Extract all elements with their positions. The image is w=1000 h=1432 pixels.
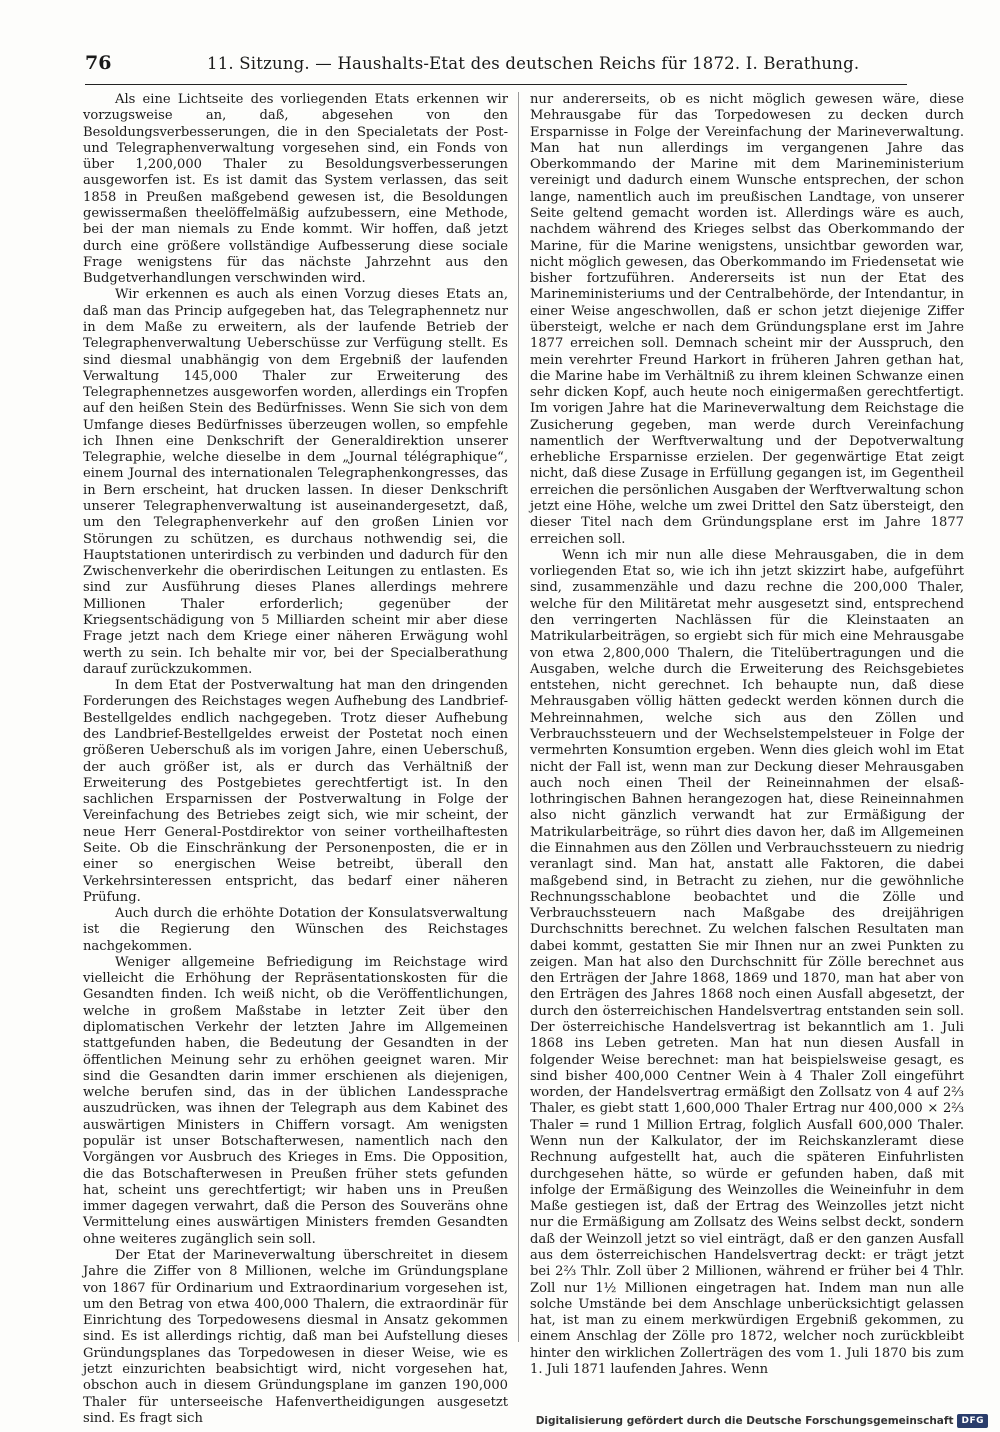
- page-header: [85, 52, 907, 80]
- paragraph: Wenn ich mir nun alle diese Mehrausgaben, die in dem vorliegenden Etat so, wie ich ihn jetzt skizzirt habe, aufgeführt sind, zusammenzähle und dazu rechne die 200,000 Thaler, welche für den Militäretat mehr ausgesetzt sind, entsprechend den verringerten Nachlässen für die Kleinstaaten an Matrikularbeiträgen, so ergiebt sich für mich eine Mehrausgabe von etwa 2,800,000 Thalern, die Titelübertragungen und die Ausgaben, welche durch die Erweiterung des Reichsgebietes entstehen, nicht gerechnet. Ich behaupte nun, daß diese Mehrausgaben völlig hätten gedeckt werden können durch die Mehreinnahmen, welche sich aus den Zöllen und Verbrauchssteuern und der Wechselstempelsteuer in Folge der vermehrten Konsumtion ergeben. Wenn dies gleich wohl im Etat nicht der Fall ist, wenn man zur Deckung dieser Mehrausgaben auch noch einen Theil der Reineinnahmen der elsaß-lothringischen Bahnen herangezogen hat, diese Reineinnahmen also nicht gänzlich verwandt hat zur Ermäßigung der Matrikularbeiträge, so rührt dies davon her, daß im Allgemeinen die Einnahmen aus den Zöllen und Verbrauchssteuern zu niedrig veranlagt sind. Man hat, anstatt alle Faktoren, die dabei maßgebend sind, in Betracht zu ziehen, nur die gewöhnliche Rechnungsschablone beobachtet und die Zölle und Verbrauchssteuern nach Maßgabe des dreijährigen Durchschnitts berechnet. Zu welchen falschen Resultaten man dabei kommt, gestatten Sie mir Ihnen nur an zwei Punkten zu zeigen. Man hat also den Durchschnitt für Zölle berechnet aus den Erträgen der Jahre 1868, 1869 und 1870, man hat aber von den Erträgen des Jahres 1868 noch einen Ausfall abgesetzt, der durch den österreichischen Handelsvertrag entstanden sein soll. Der österreichische Handelsvertrag ist bekanntlich am 1. Juli 1868 ins Leben getreten. Man hat nun diesen Ausfall in folgender Weise berechnet: man hat beispielsweise gesagt, es sind bisher 400,000 Centner Wein à 4 Thaler Zoll eingeführt worden, der Handelsvertrag ermäßigt den Zollsatz von 4 auf 2⅔ Thaler, es giebt statt 1,600,000 Thaler Ertrag nur 400,000 × 2⅔ Thaler = rund 1 Million Ertrag, folglich Ausfall 600,000 Thaler. Wenn nun der Kalkulator, der im Reichskanzleramt diese Rechnung aufgestellt hat, auch die späteren Einfuhrlisten durchgesehen hätte, so würde er gefunden haben, daß mit infolge der Ermäßigung des Weinzolles die Weineinfuhr in dem Maße gestiegen ist, daß der Ertrag des Weinzolles jetzt nicht nur die Ermäßigung am Zollsatz des Weins selbst deckt, sondern daß der Weinzoll jetzt so viel einträgt, daß er den ganzen Ausfall aus dem österreichischen Handelsvertrag deckt: er trägt jetzt bei 2⅔ Thlr. Zoll über 2 Millionen, während er früher bei 4 Thlr. Zoll nur 1½ Millionen eingetragen hat. Indem man nun alle solche Umstände bei dem Anschlage unberücksichtigt gelassen hat, ist man zu einem merkwürdigen Ergebniß gekommen, zu einem Anschlag der Zölle pro 1872, welcher noch zurückbleibt hinter den wirklichen Zollerträgen des vom 1. Juli 1870 bis zum 1. Juli 1871 laufenden Jahres. Wenn: [530, 547, 964, 1377]
- right-column: [530, 92, 964, 1378]
- dfg-logo-icon: DFG: [957, 1414, 988, 1428]
- footer: [536, 1411, 988, 1431]
- paragraph: nur andererseits, ob es nicht möglich gewesen wäre, diese Mehrausgabe für das Torpedowesen zu decken durch Ersparnisse in Folge der Vereinfachung der Marineverwaltung. Man hat nun allerdings im vergangenen Jahre das Oberkommando der Marine mit dem Marineministerium vereinigt und dadurch einem Wunsche entsprechen, der schon lange, namentlich auch im preußischen Landtage, von unserer Seite geltend gemacht worden ist. Allerdings wäre es auch, nachdem während des Krieges selbst das Oberkommando der Marine, für die Marine wenigstens, unsichtbar geworden war, nicht möglich gewesen, das Oberkommando im Friedensetat wie bisher fortzuführen. Andererseits ist nun der Etat des Marineministeriums und der Centralbehörde, der Intendantur, in einer Weise angeschwollen, daß er schon jetzt diejenige Ziffer übersteigt, welche er nach dem Gründungsplane erst im Jahre 1877 erreichen soll. Demnach scheint mir der Ausspruch, den mein verehrter Freund Harkort in früheren Jahren gethan hat, die Marine habe im Verhältniß zu ihrem kleinen Schwanze einen sehr dicken Kopf, auch heute noch einigermaßen gerechtfertigt. Im vorigen Jahre hat die Marineverwaltung dem Reichstage die Zusicherung gegeben, man werde durch Vereinfachung namentlich der Werftverwaltung und der Depotverwaltung erhebliche Ersparnisse erzielen. Der gegenwärtige Etat zeigt nicht, daß diese Zusage in Erfüllung gegangen ist, im Gegentheil erreichen die persönlichen Ausgaben der Werftverwaltung schon jetzt eine Höhe, welche um zwei Drittel den Satz übersteigt, den dieser Titel nach dem Gründungsplane erst im Jahre 1877 erreichen soll.: [530, 92, 964, 547]
- column-divider: [518, 92, 519, 1342]
- paragraph: In dem Etat der Postverwaltung hat man den dringenden Forderungen des Reichstages wegen Aufhebung des Landbrief-Bestellgeldes endlich nachgegeben. Trotz dieser Aufhebung des Landbrief-Bestellgeldes erweist der Postetat noch einen größeren Ueberschuß als im vorigen Jahre, einen Ueberschuß, der auch größer ist, als er durch das Verhältniß der Erweiterung des Postgebietes gerechtfertigt ist. In den sachlichen Ersparnissen der Postverwaltung in Folge der Vereinfachung des Betriebes zeigt sich, wie mir scheint, der neue Herr General-Postdirektor von seiner vortheilhaftesten Seite. Ob die Einschränkung der Personenposten, die er in einer so energischen Weise betreibt, überall den Verkehrsinteressen entspricht, das bedarf einer näheren Prüfung.: [83, 678, 508, 905]
- page-number: 76: [85, 52, 112, 74]
- header-rule: [85, 84, 907, 85]
- paragraph: Der Etat der Marineverwaltung überschreitet in diesem Jahre die Ziffer von 8 Millionen, welche im Gründungsplane von 1867 für Ordinarium und Extraordinarium vorgesehen ist, um den Betrag von etwa 400,000 Thalern, die extraordinär für Einrichtung des Torpedowesens diesmal in Ansatz gekommen sind. Es ist allerdings richtig, daß man bei Aufstellung dieses Gründungsplanes das Torpedowesen in dieser Weise, wie es jetzt einzurichten beabsichtigt wird, nicht vorgesehen hat, obschon auch in diesem Gründungsplane im ganzen 190,000 Thaler für unterseeische Hafenvertheidigungen ausgesetzt sind. Es fragt sich: [83, 1247, 508, 1426]
- paragraph: Wir erkennen es auch als einen Vorzug dieses Etats an, daß man das Princip aufgegeben hat, das Telegraphennetz nur in dem Maße zu erweitern, als der laufende Betrieb der Telegraphenverwaltung Ueberschüsse zur Verfügung stellt. Es sind diesmal unabhängig von dem Ergebniß der laufenden Verwaltung 145,000 Thaler zur Erweiterung des Telegraphennetzes ausgeworfen worden, allerdings ein Tropfen auf den heißen Stein des Bedürfnisses. Wenn Sie sich von dem Umfange dieses Bedürfnisses überzeugen wollen, so empfehle ich Ihnen eine Denkschrift der Generaldirektion unserer Telegraphie, welche dieselbe in dem „Journal télégraphique“, einem Journal des internationalen Telegraphenkongresses, das in Bern erscheint, hat drucken lassen. In dieser Denkschrift unserer Telegraphenverwaltung ist auseinandergesetzt, daß, um den Telegraphenverkehr auf den großen Linien vor Störungen zu schützen, es durchaus nothwendig sei, die Hauptstationen unterirdisch zu verbinden und dadurch für den Zwischenverkehr die oberirdischen Leitungen zu entlasten. Es sind zur Ausführung dieses Planes allerdings mehrere Millionen Thaler erforderlich; gegenüber der Kriegsentschädigung von 5 Milliarden scheint mir aber diese Frage jetzt nach dem Kriege einer näheren Erwägung wohl werth zu sein. Ich behalte mir vor, bei der Specialberathung darauf zurückzukommen.: [83, 287, 508, 677]
- paragraph: Weniger allgemeine Befriedigung im Reichstage wird vielleicht die Erhöhung der Repräsentationskosten für die Gesandten finden. Ich weiß nicht, ob die Veröffentlichungen, welche in großem Maßstabe in letzter Zeit über den diplomatischen Verkehr der letzten Jahre im Allgemeinen stattgefunden haben, die Bedeutung der Gesandten in der öffentlichen Meinung sehr zu erhöhen geeignet waren. Mir sind die Gesandten darin immer erschienen als diejenigen, welche berufen sind, das in der üblichen Landessprache auszudrücken, was ihnen der Telegraph aus dem Kabinet des auswärtigen Ministers in Chiffern vorsagt. Am wenigsten populär ist unser Botschafterwesen, namentlich nach den Vorgängen vor Ausbruch des Krieges in Ems. Die Opposition, die das Botschafterwesen in Preußen früher stets gefunden hat, scheint uns gerechtfertigt; wir haben uns in Preußen immer dagegen verwahrt, daß die Person des Souveräns ohne Vermittelung eines auswärtigen Ministers fremden Gesandten ohne weiteres zugänglich sein soll.: [83, 954, 508, 1247]
- left-column: [83, 92, 508, 1427]
- footer-text: Digitalisierung gefördert durch die Deutsche Forschungsgemeinschaft: [535, 1415, 954, 1427]
- running-head: 11. Sitzung. — Haushalts-Etat des deutschen Reichs für 1872. I. Berathung.: [207, 54, 860, 73]
- paragraph: Als eine Lichtseite des vorliegenden Etats erkennen wir vorzugsweise an, daß, abgesehen von den Besoldungsverbesserungen, die in den Specialetats der Post- und Telegraphenverwaltung vorgesehen sind, ein Fonds von über 1,200,000 Thaler zu Besoldungsverbesserungen ausgeworfen ist. Es ist damit das System verlassen, das seit 1858 in Preußen maßgebend gewesen ist, die Besoldungen gewissermaßen theelöffelmäßig aufzubessern, eine Methode, bei der man niemals zu Ende kommt. Wir hoffen, daß jetzt durch eine größere vollständige Aufbesserung diese sociale Frage wenigstens für das nächste Jahrzehnt aus den Budgetverhandlungen verschwinden wird.: [83, 92, 508, 287]
- paragraph: Auch durch die erhöhte Dotation der Konsulatsverwaltung ist die Regierung den Wünschen des Reichstages nachgekommen.: [83, 906, 508, 954]
